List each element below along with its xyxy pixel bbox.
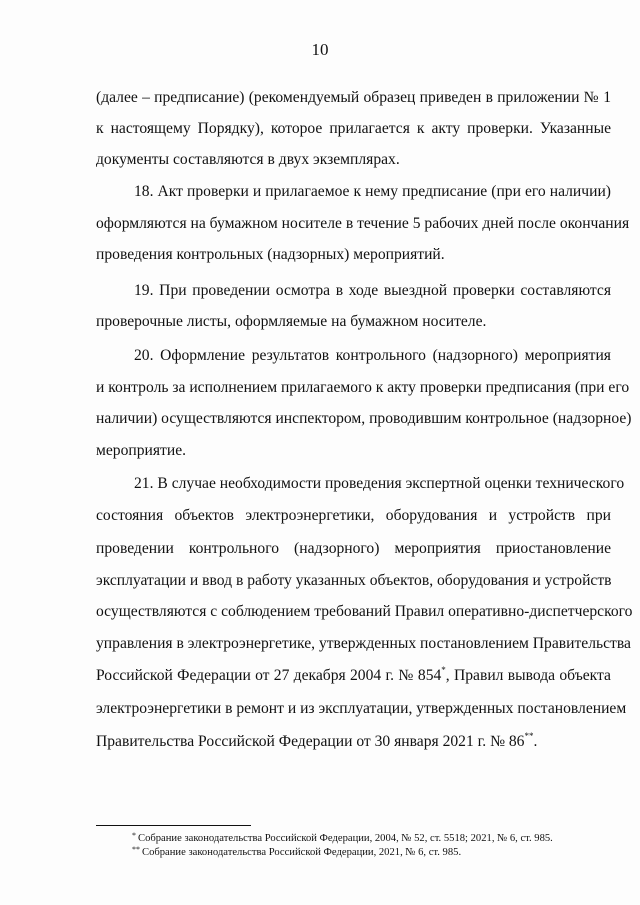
text-line-with-footnote	[96, 732, 611, 753]
footnote-divider	[96, 825, 251, 826]
text-line: электроэнергетики в ремонт и из эксплуатации, утвержденных постановлением	[96, 700, 627, 717]
text-line: проверочные листы, оформляемые на бумажном носителе.	[96, 313, 487, 330]
footnote-mark: *	[132, 831, 136, 840]
paragraph-19-start: 19. При проведении осмотра в ходе выездной проверки составляются	[134, 282, 611, 299]
text-line: наличии) осуществляются инспектором, проводившим контрольное (надзорное)	[96, 410, 632, 427]
footnote-2	[132, 846, 461, 859]
text-line: (далее – предписание) (рекомендуемый образец приведен в приложении № 1	[96, 89, 611, 106]
footnote-text: Собрание законодательства Российской Федерации, 2021, № 6, ст. 985.	[142, 847, 462, 858]
text-line: документы составляются в двух экземплярах.	[96, 151, 400, 168]
paragraph-18-start: 18. Акт проверки и прилагаемое к нему предписание (при его наличии)	[134, 183, 611, 200]
paragraph-20-start: 20. Оформление результатов контрольного (надзорного) мероприятия	[134, 347, 611, 364]
text-line: проведении контрольного (надзорного) мероприятия приостановление	[96, 540, 611, 557]
text-line: состояния объектов электроэнергетики, оборудования и устройств при	[96, 507, 611, 524]
paragraph-21-start: 21. В случае необходимости проведения экспертной оценки технического	[134, 475, 625, 492]
text-segment: Правительства Российской Федерации от 30 января 2021 г. № 86	[96, 733, 525, 750]
footnote-mark: **	[132, 845, 140, 854]
page-number: 10	[311, 40, 329, 59]
footnote-1	[132, 832, 553, 845]
text-segment: Российской Федерации от 27 декабря 2004 г. № 854	[96, 667, 442, 684]
text-line: и контроль за исполнением прилагаемого к акту проверки предписания (при его	[96, 379, 630, 396]
text-line: эксплуатации и ввод в работу указанных объектов, оборудования и устройств	[96, 572, 612, 589]
footnote-text: Собрание законодательства Российской Федерации, 2004, № 52, ст. 5518; 2021, № 6, ст. 985.	[138, 833, 553, 844]
text-segment: , Правил вывода объекта	[445, 667, 611, 684]
text-line: к настоящему Порядку), которое прилагается к акту проверки. Указанные	[96, 120, 611, 137]
text-segment: .	[533, 733, 538, 750]
text-line-with-footnote	[96, 666, 611, 687]
text-line: управления в электроэнергетике, утвержденных постановлением Правительства	[96, 635, 631, 652]
footnote-ref: **	[524, 731, 534, 741]
footnote-ref: *	[441, 665, 446, 675]
text-line: проведения контрольных (надзорных) мероприятий.	[96, 246, 445, 263]
text-line: оформляются на бумажном носителе в течение 5 рабочих дней после окончания	[96, 215, 630, 232]
text-line: мероприятие.	[96, 442, 187, 459]
text-line: осуществляются с соблюдением требований Правил оперативно-диспетчерского	[96, 603, 633, 620]
